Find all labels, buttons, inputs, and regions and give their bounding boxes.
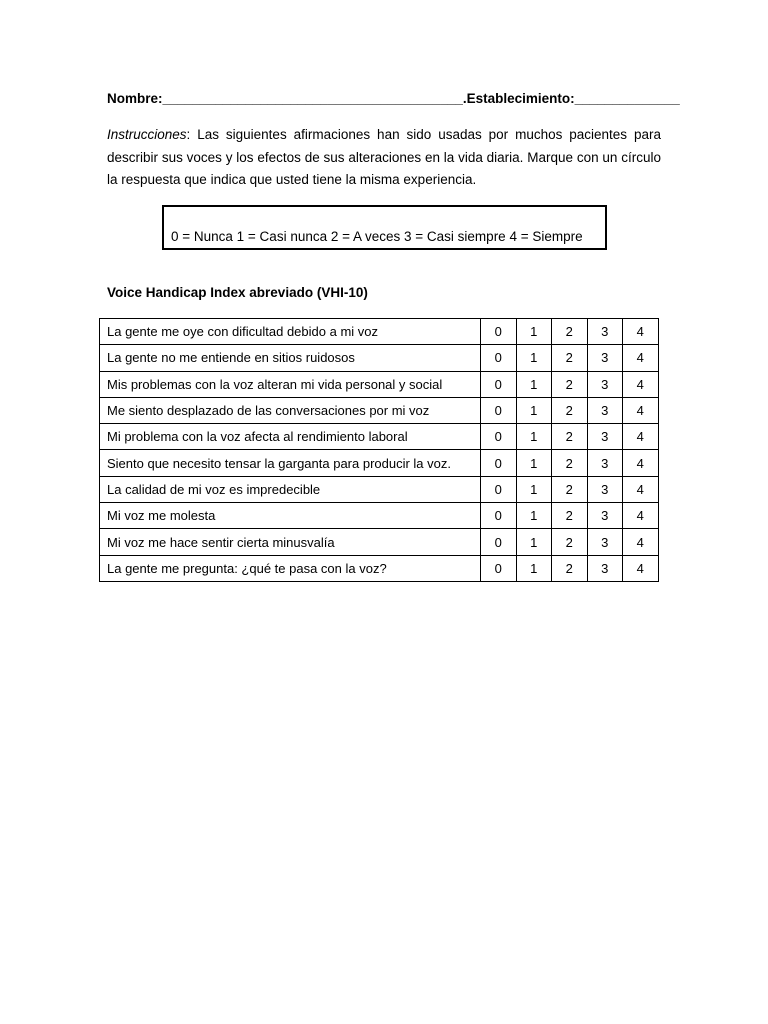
option-4-cell[interactable]: 4 [623,345,659,371]
section-title: Voice Handicap Index abreviado (VHI-10) [107,285,368,300]
option-0-cell[interactable]: 0 [481,424,517,450]
option-3-cell[interactable]: 3 [587,503,623,529]
option-2-cell[interactable]: 2 [552,529,588,555]
vhi-table-body [100,319,659,582]
option-0-cell[interactable]: 0 [481,319,517,345]
statement-cell: Mi voz me hace sentir cierta minusvalía [100,529,481,555]
statement-cell: Mi voz me molesta [100,503,481,529]
option-2-cell[interactable]: 2 [552,345,588,371]
option-4-cell[interactable]: 4 [623,529,659,555]
option-4-cell[interactable]: 4 [623,450,659,476]
table-row [100,529,659,555]
nombre-label: Nombre: [107,91,163,106]
establecimiento-blank: ______________ [574,91,680,106]
option-2-cell[interactable]: 2 [552,371,588,397]
table-row [100,371,659,397]
option-1-cell[interactable]: 1 [516,476,552,502]
statement-cell: Mi problema con la voz afecta al rendimiento laboral [100,424,481,450]
option-1-cell[interactable]: 1 [516,345,552,371]
statement-cell: La gente no me entiende en sitios ruidosos [100,345,481,371]
table-row [100,397,659,423]
nombre-blank: ________________________________________ [162,91,463,106]
table-row [100,503,659,529]
option-1-cell[interactable]: 1 [516,555,552,581]
option-3-cell[interactable]: 3 [587,450,623,476]
option-4-cell[interactable]: 4 [623,503,659,529]
option-3-cell[interactable]: 3 [587,555,623,581]
table-row [100,476,659,502]
option-1-cell[interactable]: 1 [516,424,552,450]
option-4-cell[interactable]: 4 [623,424,659,450]
table-row [100,345,659,371]
option-1-cell[interactable]: 1 [516,371,552,397]
option-3-cell[interactable]: 3 [587,476,623,502]
table-row [100,555,659,581]
option-3-cell[interactable]: 3 [587,397,623,423]
option-2-cell[interactable]: 2 [552,476,588,502]
option-2-cell[interactable]: 2 [552,319,588,345]
scale-legend-box [162,205,607,250]
option-2-cell[interactable]: 2 [552,555,588,581]
option-2-cell[interactable]: 2 [552,450,588,476]
statement-cell: Mis problemas con la voz alteran mi vida personal y social [100,371,481,397]
option-3-cell[interactable]: 3 [587,424,623,450]
vhi-table [99,318,659,582]
option-4-cell[interactable]: 4 [623,319,659,345]
instructions-text: : Las siguientes afirmaciones han sido usadas por muchos pacientes para describir sus voces y los efectos de sus alteraciones en la vida diaria. Marque con un círculo la respuesta que indica que usted tiene la misma experiencia. [107,127,661,187]
option-0-cell[interactable]: 0 [481,397,517,423]
option-0-cell[interactable]: 0 [481,450,517,476]
table-row [100,319,659,345]
option-2-cell[interactable]: 2 [552,424,588,450]
option-2-cell[interactable]: 2 [552,397,588,423]
option-3-cell[interactable]: 3 [587,529,623,555]
option-4-cell[interactable]: 4 [623,476,659,502]
option-0-cell[interactable]: 0 [481,476,517,502]
option-3-cell[interactable]: 3 [587,345,623,371]
option-1-cell[interactable]: 1 [516,450,552,476]
option-1-cell[interactable]: 1 [516,503,552,529]
scale-legend-text: 0 = Nunca 1 = Casi nunca 2 = A veces 3 = Casi siempre 4 = Siempre [171,229,583,244]
option-3-cell[interactable]: 3 [587,371,623,397]
option-1-cell[interactable]: 1 [516,397,552,423]
option-4-cell[interactable]: 4 [623,371,659,397]
header-fields [107,91,680,106]
option-4-cell[interactable]: 4 [623,397,659,423]
statement-cell: La calidad de mi voz es impredecible [100,476,481,502]
table-row [100,424,659,450]
option-0-cell[interactable]: 0 [481,371,517,397]
option-0-cell[interactable]: 0 [481,555,517,581]
option-0-cell[interactable]: 0 [481,529,517,555]
establecimiento-label: .Establecimiento: [462,91,575,106]
statement-cell: La gente me pregunta: ¿qué te pasa con la voz? [100,555,481,581]
option-3-cell[interactable]: 3 [587,319,623,345]
instructions-paragraph [107,124,661,192]
statement-cell: Me siento desplazado de las conversaciones por mi voz [100,397,481,423]
statement-cell: Siento que necesito tensar la garganta para producir la voz. [100,450,481,476]
option-4-cell[interactable]: 4 [623,555,659,581]
option-0-cell[interactable]: 0 [481,503,517,529]
option-0-cell[interactable]: 0 [481,345,517,371]
table-row [100,450,659,476]
option-2-cell[interactable]: 2 [552,503,588,529]
option-1-cell[interactable]: 1 [516,319,552,345]
statement-cell: La gente me oye con dificultad debido a mi voz [100,319,481,345]
option-1-cell[interactable]: 1 [516,529,552,555]
instructions-lead: Instrucciones [107,127,187,142]
